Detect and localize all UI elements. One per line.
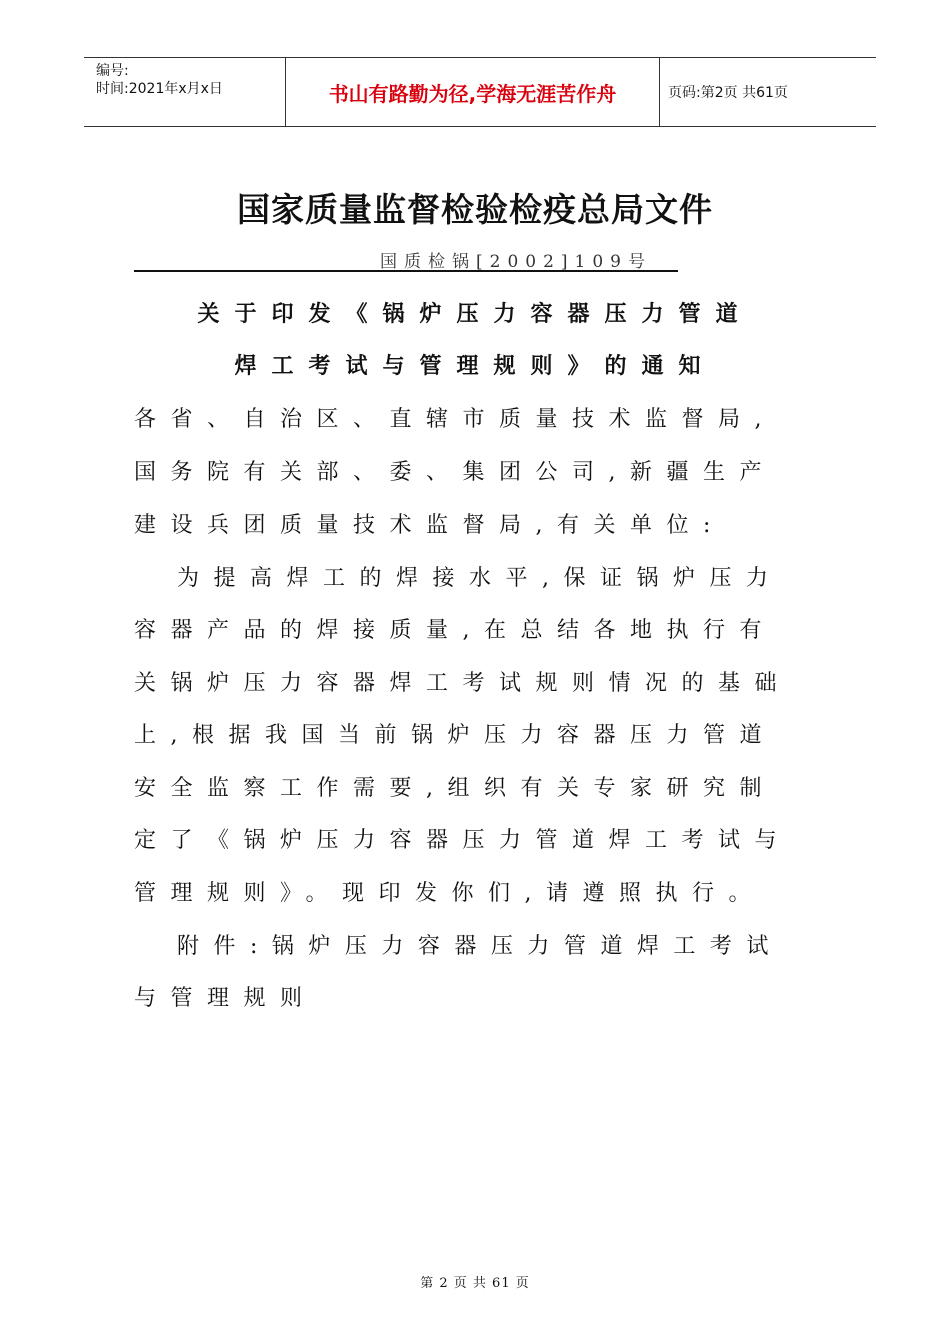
body-line: 安全监察工作需要,组织有关专家研究制 <box>134 776 776 801</box>
page-footer: 第 2 页 共 61 页 <box>420 1276 530 1291</box>
page-cell <box>660 58 876 126</box>
document-title: 国家质量监督检验检疫总局文件 <box>237 190 713 229</box>
document-number: 国质检锅[2002]109号 <box>380 252 652 272</box>
notice-title-line-2: 焊工考试与管理规则》的通知 <box>234 353 716 379</box>
body-line: 各省、自治区、直辖市质量技术监督局, <box>134 407 776 432</box>
body-line: 定了《锅炉压力容器压力管道焊工考试与 <box>134 828 792 853</box>
document-number-line <box>134 246 678 272</box>
body-line: 国务院有关部、委、集团公司,新疆生产 <box>134 460 776 485</box>
body-line: 上,根据我国当前锅炉压力容器压力管道 <box>134 723 776 748</box>
body-line: 建设兵团质量技术监督局,有关单位: <box>134 513 725 538</box>
notice-title-line-1: 关于印发《锅炉压力容器压力管道 <box>197 301 753 327</box>
body-line: 与管理规则 <box>134 986 317 1011</box>
header-table <box>84 57 876 127</box>
body-line: 管理规则》。现印发你们,请遵照执行。 <box>134 881 765 906</box>
motto-text: 书山有路勤为径,学海无涯苦作舟 <box>328 81 617 106</box>
serial-label: 编号: <box>96 63 129 79</box>
body-line: 关锅炉压力容器焊工考试规则情况的基础 <box>134 671 792 696</box>
body-line: 附件:锅炉压力容器压力管道焊工考试 <box>134 934 783 959</box>
header-info-cell <box>84 58 286 126</box>
header-page-label: 页码:第2页 共61页 <box>668 85 788 101</box>
body-line: 容器产品的焊接质量,在总结各地执行有 <box>134 618 776 643</box>
motto-cell <box>286 58 660 126</box>
body-line: 为提高焊工的焊接水平,保证锅炉压力 <box>134 566 783 591</box>
time-label: 时间:2021年x月x日 <box>96 81 223 97</box>
